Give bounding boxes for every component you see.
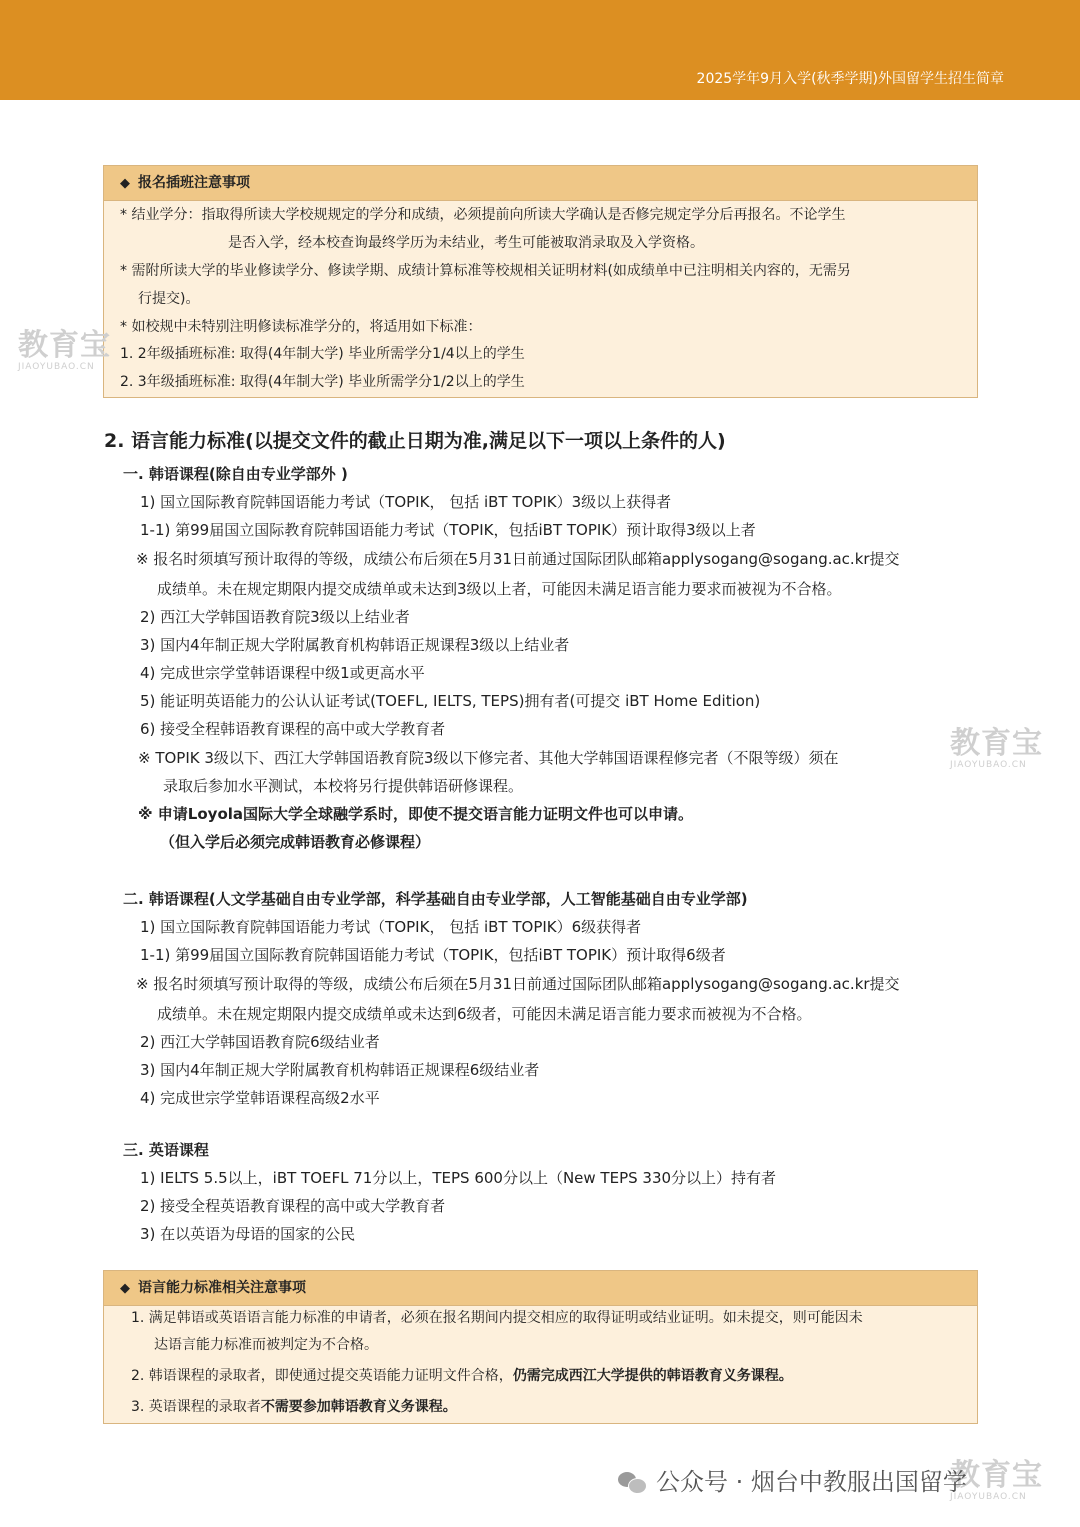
watermark-domain: JIAOYUBAO.CN <box>18 362 95 372</box>
notice2-line: 1. 满足韩语或英语语言能力标准的申请者，必须在报名期间内提交相应的取得证明或结业证明。如未提交，则可能因未 <box>131 1310 863 1326</box>
watermark-domain: JIAOYUBAO.CN <box>950 1492 1027 1502</box>
criteria-note: ※ 报名时须填写预计取得的等级，成绩公布后须在5月31日前通过国际团队邮箱applysogang@sogang.ac.kr提交 <box>136 550 900 568</box>
diamond-bullet-icon: ◆ <box>120 1281 130 1296</box>
notice1-line: * 如校规中未特别注明修读标准学分的，将适用如下标准： <box>120 319 482 335</box>
criteria-line: 3) 国内4年制正规大学附属教育机构韩语正规课程6级结业者 <box>140 1061 540 1079</box>
notice2-bold-text: 仍需完成西江大学提供的韩语教育义务课程。 <box>512 1368 793 1384</box>
criteria-line: 1-1) 第99届国立国际教育院韩国语能力考试（TOPIK，包括iBT TOPIK）预计取得3级以上者 <box>140 521 756 539</box>
criteria-line: 6) 接受全程韩语教育课程的高中或大学教育者 <box>140 720 446 738</box>
notice1-line: * 需附所读大学的毕业修读学分、修读学期、成绩计算标准等校规相关证明材料(如成绩单中已注明相关内容的，无需另 <box>120 263 851 279</box>
notice1-line: * 结业学分：指取得所读大学校规规定的学分和成绩，必须提前向所读大学确认是否修完规定学分后再报名。不论学生 <box>120 207 846 223</box>
subsection-title: 一. 韩语课程(除自由专业学部外 ) <box>123 465 348 483</box>
criteria-line: 1-1) 第99届国立国际教育院韩国语能力考试（TOPIK，包括iBT TOPIK）预计取得6级者 <box>140 946 726 964</box>
criteria-line: 1) 国立国际教育院韩国语能力考试（TOPIK， 包括 iBT TOPIK）3级以上获得者 <box>140 493 672 511</box>
criteria-note: ※ TOPIK 3级以下、西江大学韩国语教育院3级以下修完者、其他大学韩国语课程修完者（不限等级）须在 <box>138 749 839 767</box>
criteria-note: 成绩单。未在规定期限内提交成绩单或未达到3级以上者，可能因未满足语言能力要求而被视为不合格。 <box>157 580 842 598</box>
notice2-plain-text: 3. 英语课程的录取者 <box>131 1399 261 1415</box>
notice2-bold-text: 不需要参加韩语教育义务课程。 <box>260 1399 457 1415</box>
notice2-line <box>131 1397 457 1417</box>
watermark-logo: 教育宝 <box>18 328 111 363</box>
criteria-note: 录取后参加水平测试，本校将另行提供韩语研修课程。 <box>163 777 524 795</box>
section-title: 2. 语言能力标准(以提交文件的截止日期为准,满足以下一项以上条件的人) <box>104 430 726 452</box>
subsection-title: 二. 韩语课程(人文学基础自由专业学部，科学基础自由专业学部，人工智能基础自由专业学部) <box>123 890 748 908</box>
watermark <box>18 330 111 372</box>
criteria-note-bold: ※ 申请Loyola国际大学全球融学系时，即使不提交语言能力证明文件也可以申请。 <box>138 805 694 823</box>
notice2-line: 达语言能力标准而被判定为不合格。 <box>154 1337 378 1353</box>
criteria-line: 1) 国立国际教育院韩国语能力考试（TOPIK， 包括 iBT TOPIK）6级获得者 <box>140 918 642 936</box>
notice1-line: 是否入学，经本校查询最终学历为未结业，考生可能被取消录取及入学资格。 <box>228 235 704 251</box>
notice1-line: 行提交)。 <box>138 291 200 307</box>
criteria-note: 成绩单。未在规定期限内提交成绩单或未达到6级者，可能因未满足语言能力要求而被视为不合格。 <box>157 1005 812 1023</box>
criteria-line: 2) 西江大学韩国语教育院3级以上结业者 <box>140 608 410 626</box>
notice-heading <box>104 1271 977 1306</box>
notice2-plain-text: 2. 韩语课程的录取者，即使通过提交英语能力证明文件合格， <box>131 1368 513 1384</box>
watermark-logo: 教育宝 <box>950 726 1043 761</box>
footer-text: 公众号 · 烟台中教服出国留学 <box>656 1468 967 1496</box>
criteria-line: 4) 完成世宗学堂韩语课程中级1或更高水平 <box>140 664 425 682</box>
criteria-line: 3) 在以英语为母语的国家的公民 <box>140 1225 356 1243</box>
criteria-note-bold: （但入学后必须完成韩语教育必修课程） <box>160 833 431 851</box>
criteria-line: 3) 国内4年制正规大学附属教育机构韩语正规课程3级以上结业者 <box>140 636 570 654</box>
criteria-line: 5) 能证明英语能力的公认认证考试(TOEFL, IELTS, TEPS)拥有者(可提交 iBT Home Edition) <box>140 692 761 710</box>
diamond-bullet-icon: ◆ <box>120 176 130 191</box>
watermark-logo: 教育宝 <box>950 1458 1043 1493</box>
notice-heading-text: 语言能力标准相关注意事项 <box>138 1280 306 1296</box>
notice1-line: 1. 2年级插班标准: 取得(4年制大学) 毕业所需学分1/4以上的学生 <box>120 346 525 362</box>
criteria-line: 2) 西江大学韩国语教育院6级结业者 <box>140 1033 380 1051</box>
notice-heading-text: 报名插班注意事项 <box>138 175 250 191</box>
wechat-icon <box>618 1470 646 1494</box>
notice1-line: 2. 3年级插班标准: 取得(4年制大学) 毕业所需学分1/2以上的学生 <box>120 374 525 390</box>
criteria-line: 2) 接受全程英语教育课程的高中或大学教育者 <box>140 1197 446 1215</box>
header-title: 2025学年9月入学(秋季学期)外国留学生招生简章 <box>696 71 1004 87</box>
criteria-line: 4) 完成世宗学堂韩语课程高级2水平 <box>140 1089 380 1107</box>
footer <box>618 1466 967 1498</box>
header-band <box>0 0 1080 100</box>
notice2-line <box>131 1366 793 1386</box>
watermark <box>950 728 1043 770</box>
watermark-domain: JIAOYUBAO.CN <box>950 760 1027 770</box>
criteria-note: ※ 报名时须填写预计取得的等级，成绩公布后须在5月31日前通过国际团队邮箱applysogang@sogang.ac.kr提交 <box>136 975 900 993</box>
subsection-title: 三. 英语课程 <box>123 1141 209 1159</box>
notice-heading <box>104 166 977 201</box>
criteria-line: 1) IELTS 5.5以上，iBT TOEFL 71分以上，TEPS 600分以上（New TEPS 330分以上）持有者 <box>140 1169 777 1187</box>
